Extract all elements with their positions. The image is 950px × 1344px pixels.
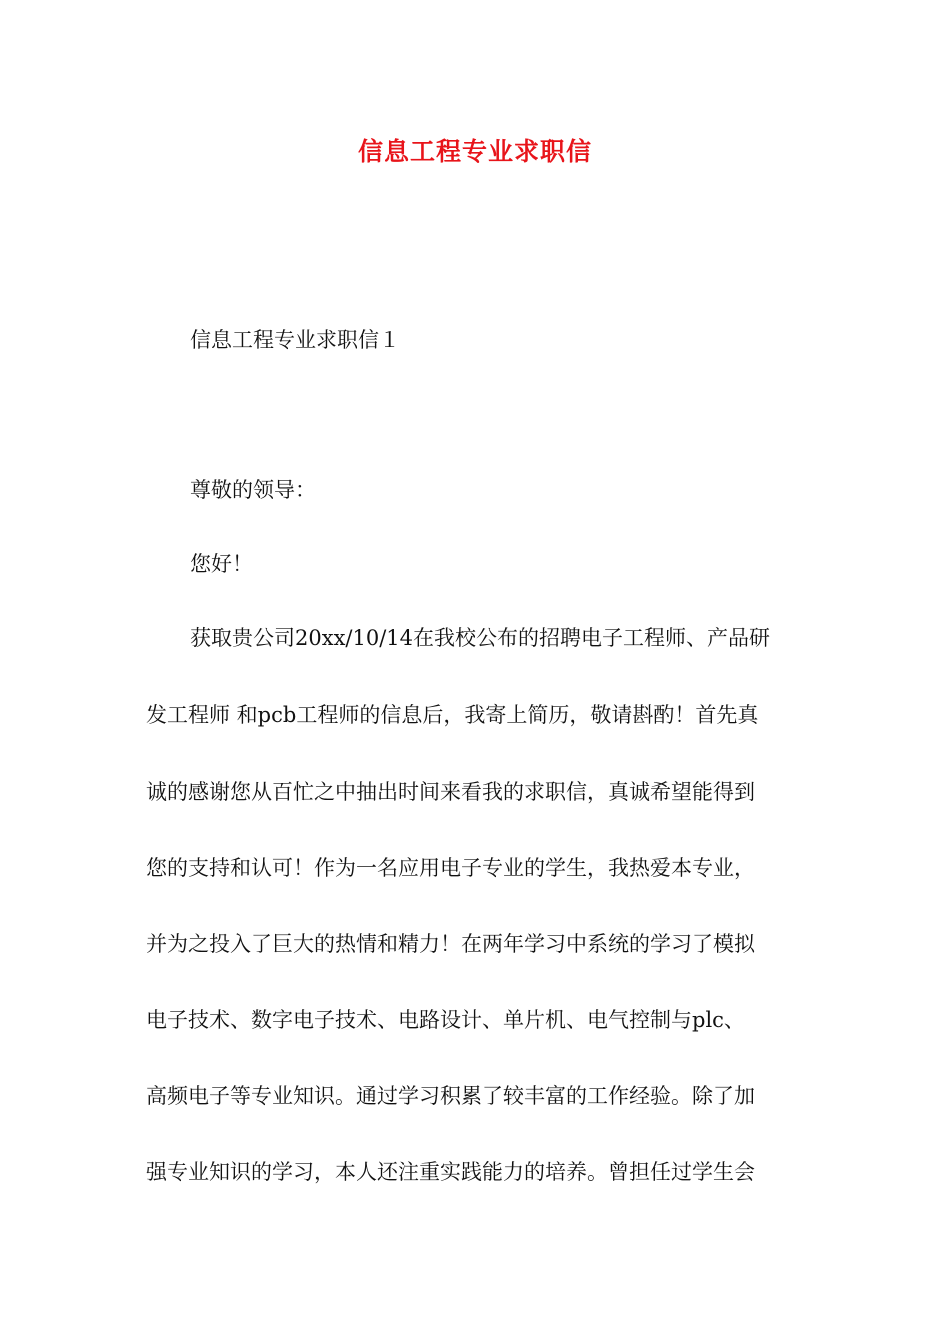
body-line: 电子技术、数字电子技术、电路设计、单片机、电气控制与plc、 <box>146 1008 745 1032</box>
body-line: 您的支持和认可！作为一名应用电子专业的学生，我热爱本专业， <box>146 856 755 880</box>
letter-salutation: 尊敬的领导： <box>190 478 316 502</box>
body-line: 诚的感谢您从百忙之中抽出时间来看我的求职信，真诚希望能得到 <box>146 780 755 804</box>
letter-subtitle: 信息工程专业求职信１ <box>190 328 400 352</box>
document-title: 信息工程专业求职信 <box>357 137 592 166</box>
body-line: 高频电子等专业知识。通过学习积累了较丰富的工作经验。除了加 <box>146 1084 755 1108</box>
letter-greeting: 您好！ <box>190 552 253 576</box>
body-line: 强专业知识的学习，本人还注重实践能力的培养。曾担任过学生会 <box>146 1160 755 1184</box>
body-line: 发工程师 和pcb工程师的信息后，我寄上简历，敬请斟酌！首先真 <box>146 703 759 727</box>
body-line: 并为之投入了巨大的热情和精力！在两年学习中系统的学习了模拟 <box>146 932 755 956</box>
body-line: 获取贵公司20xx/10/14在我校公布的招聘电子工程师、产品研 <box>190 626 770 650</box>
